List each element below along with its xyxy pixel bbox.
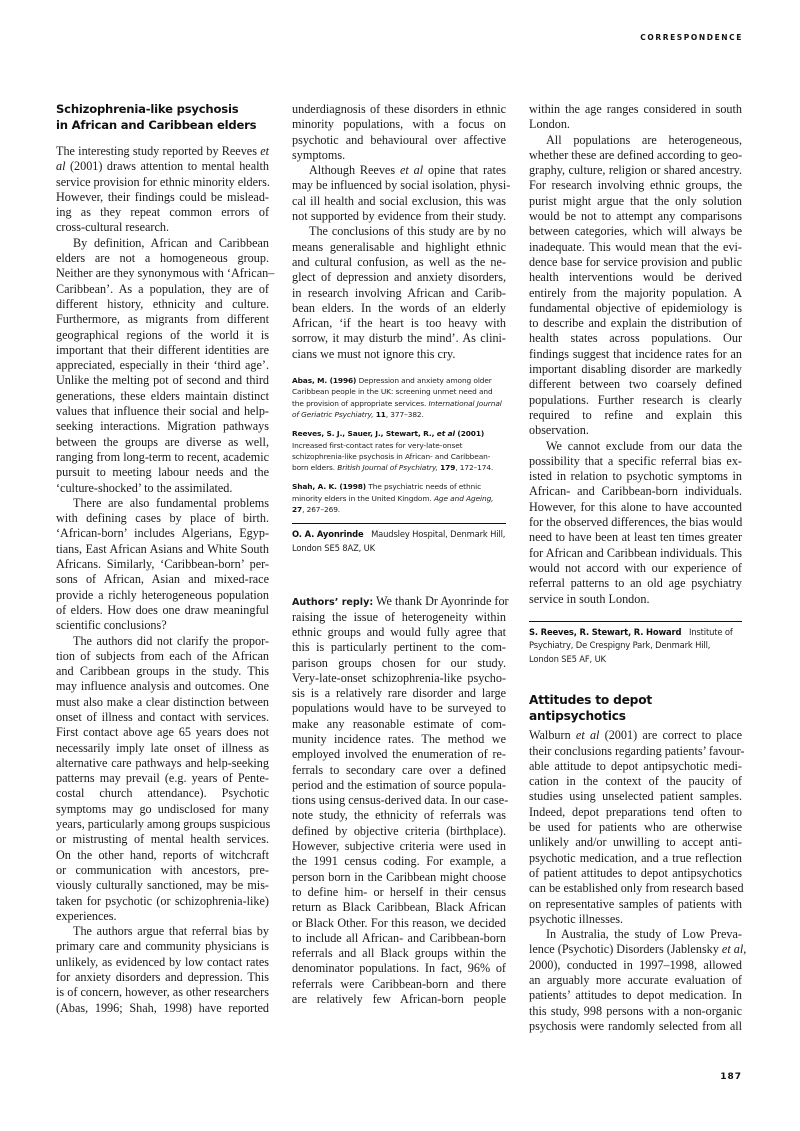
text-line: for anxiety disorders and depression. This [56, 970, 269, 985]
text-line: On the other hand, reports of witchcraft [56, 847, 269, 862]
text-line: We cannot exclude from our data the [546, 438, 742, 453]
text-line: parison groups chosen for our study. [292, 655, 506, 670]
text-line: provide a richly heterogeneous population [56, 587, 269, 602]
text-line: this is particularly pertinent to the com- [292, 640, 506, 655]
column-1 [56, 102, 275, 1016]
text-line: period and the estimation of source popula- [292, 777, 506, 792]
text-line: taken for psychotic (or schizophrenia-like) [56, 893, 269, 908]
text-line: However, their findings could be mislead- [56, 189, 269, 204]
text-line: al (2001) draws attention to mental health [56, 159, 269, 174]
text-line: years, particularly among groups suspicious [56, 817, 271, 832]
signature-divider [292, 523, 506, 524]
text-line: scientific conclusions? [56, 618, 167, 633]
text-line: 2000), conducted in 1997–1998, allowed [529, 957, 742, 972]
text-line: tians, East African Asians and White South [56, 541, 269, 556]
text-line: populations would have to be surveyed to [292, 701, 506, 716]
text-line: patterns may prevail (e.g. years of Pente- [56, 771, 269, 786]
text-line: psychotic and behavioural over affective [292, 132, 506, 147]
text-line: symptoms. [292, 147, 346, 162]
authors-reply-body [292, 594, 509, 1007]
text-line: cross-cultural research. [56, 220, 170, 235]
text-line: would not accord with our experience of [529, 560, 742, 575]
text-line: First contact above age 65 years does not [56, 725, 269, 740]
text-line: referrals were Caribbean-born and there [292, 976, 506, 991]
text-line: appreciated, especially in their ‘third age’. [56, 358, 269, 373]
text-line: Indeed, depot preparations tend often to [529, 804, 742, 819]
text-line: underdiagnosis of these disorders in ethnic [292, 102, 506, 116]
text-line: pursuit to meeting labour needs and the [56, 465, 269, 480]
text-line: important disabling disorder are markedly [529, 362, 742, 377]
signature-block [529, 626, 742, 667]
text-line: unlikely, as evidenced by low contact rates [56, 954, 269, 969]
letter-body [56, 144, 275, 1016]
text-line: findings suggest that incidence rates for an [529, 346, 742, 361]
text-line: defined by objective criteria (birthplace). [292, 823, 506, 838]
text-line: glect of depression and anxiety disorders, [292, 270, 506, 285]
letter-title-line: Schizophrenia-like psychosis [56, 102, 239, 116]
text-line: for the observed differences, the bias would [529, 515, 743, 530]
text-line: be used for patients who are otherwise [529, 820, 742, 835]
text-line: whether these are defined according to geo- [529, 147, 743, 162]
running-head: CORRESPONDENCE [640, 33, 743, 42]
text-line: Unlike the melting pot of second and third [56, 373, 269, 388]
signature-name: S. Reeves, R. Stewart, R. Howard [529, 626, 682, 637]
text-line: ‘culture-shocked’ to the assimilated. [56, 480, 233, 495]
text-line: between the groups are diverse as well, [56, 434, 269, 449]
text-line: sis is a relatively rare disorder and large [292, 686, 506, 701]
text-line: Very-late-onset schizophrenia-like psycho- [292, 670, 506, 685]
letter-title: Attitudes to depot antipsychotics [529, 693, 653, 723]
text-line: symptoms may go undisclosed for many [56, 801, 269, 816]
text-line: primary care and community physicians is [56, 939, 269, 954]
text-line: The authors did not clarify the propor- [73, 633, 269, 648]
text-line: patients’ attitudes to depot medication. In [529, 988, 742, 1003]
signature-block [292, 528, 506, 555]
text-line: psychotic medication, and a true reflection [529, 850, 742, 865]
authors-reply-continued [529, 102, 742, 607]
text-line: Caribbean’. As a population, they are of [56, 281, 269, 296]
text-line: bean elders. In the words of an elderly [292, 300, 506, 315]
text-line: dence base for service provision and public [529, 254, 742, 269]
text-line: important that their different identities are [56, 342, 269, 357]
text-line: of elders. How does one draw meaningful [56, 602, 269, 617]
text-line: ethnic groups and would fully agree that [292, 624, 506, 639]
reference-item: Abas, M. (1996) Depression and anxiety among older Caribbean people in the UK: screening unmet need and the provision of appropriate services. International Journal of Geriatric Psychiatry, 11, 377–382. [292, 376, 502, 419]
column-2 [292, 102, 511, 1007]
text-line: cal ill health and social exclusion, this was [292, 193, 506, 208]
text-line: return as Black Caribbean, Black African [292, 900, 506, 915]
text-line: and Caribbean groups in the study. This [56, 664, 269, 679]
text-line: ing as they repeat common errors of [56, 205, 269, 220]
text-line: may be influenced by social isolation, physi- [292, 178, 511, 193]
text-line: in research involving African and Carib- [292, 285, 506, 300]
text-line: service provision for ethnic minority elders. [56, 174, 270, 189]
text-line: fundamental objective of epidemiology is [529, 300, 742, 315]
text-line: make any reasonable estimate of com- [292, 716, 506, 731]
text-line: on representative samples of patients with [529, 896, 742, 911]
text-line: health interventions would be derived [529, 270, 742, 285]
text-line: not supported by evidence from their study. [292, 209, 506, 224]
page-number: 187 [720, 1072, 742, 1082]
text-line: The interesting study reported by Reeves et [56, 144, 269, 158]
text-line: ferrals to secondary care over a defined [292, 762, 506, 777]
signature-divider [529, 621, 742, 622]
text-line: Authors’ reply: We thank Dr Ayonrinde for [292, 594, 509, 609]
text-line: By definition, African and Caribbean [73, 235, 269, 250]
text-line: For research involving ethnic groups, the [529, 178, 742, 193]
text-line: Walburn et al (2001) are correct to place [529, 728, 742, 743]
text-line: munity incidence rates. The method we [292, 731, 506, 746]
text-line: Although Reeves et al opine that rates [309, 163, 507, 178]
text-line: cation in the context of the paucity of [529, 774, 742, 789]
letter-body-continued [292, 102, 511, 362]
text-line: sons of African, Asian and mixed-race [56, 572, 269, 587]
letter-body [529, 728, 747, 1034]
text-line: inadequate. This would mean that the evi- [529, 239, 742, 254]
text-line: tion of subjects from each of the African [56, 648, 269, 663]
reference-item: Reeves, S. J., Sauer, J., Stewart, R., et al (2001) Increased first-contact rates for very-late-onset schizophrenia-like psychosis in African- and Caribbean-born elders. British Journal of Psychiatry, 179, 172–174. [292, 429, 494, 473]
reply-label: Authors’ reply: [292, 597, 374, 609]
text-line: are relatively few African-born people [292, 992, 506, 1007]
text-line: sorrow, it may disturb the mind’. As clini- [292, 331, 506, 346]
text-line: service in south London. [529, 591, 650, 606]
text-line: would be not to attempt any comparisons [529, 209, 742, 224]
text-line: geographical regions of the world it is [56, 327, 269, 342]
text-line: lence (Psychotic) Disorders (Jablensky et al, [529, 942, 747, 957]
text-line: alternative care pathways and help-seeking [56, 755, 269, 770]
text-line: entirely from the majority population. A [529, 285, 742, 300]
text-line: psychotic illnesses. [529, 911, 624, 926]
text-line: within the age ranges considered in south [529, 102, 742, 116]
text-line: required to refine and explain this [529, 407, 742, 422]
text-line: There are also fundamental problems [73, 495, 269, 510]
text-line: purist might argue that the only solution [529, 193, 742, 208]
text-line: cians we must not ignore this cry. [292, 346, 456, 361]
text-line: African- and Caribbean-born individuals. [529, 484, 742, 499]
text-line: and cultural confusion, as well as the ne- [292, 254, 506, 269]
text-line: Neither are they synonymous with ‘African– [56, 266, 275, 281]
text-line: seeking interactions. Migration pathways [56, 419, 269, 434]
signature-name: O. A. Ayonrinde [292, 529, 364, 540]
text-line: note study, the ethnicity of referrals was [292, 808, 506, 823]
text-line: generations, these elders maintain distinct [56, 388, 269, 403]
text-line: The authors argue that referral bias by [73, 924, 269, 939]
text-line: with defining cases by place of birth. [56, 511, 269, 526]
text-line: tions using census-derived data. In our case- [292, 793, 509, 808]
text-line: is of concern, however, as other researchers [56, 985, 269, 1000]
text-line: need to have been at least ten times greater [529, 530, 742, 545]
text-line: to define him- or herself in their census [292, 884, 506, 899]
text-line: costal church attendance). Psychotic [56, 786, 269, 801]
column-3 [529, 102, 747, 1034]
text-line: (Abas, 1996; Shah, 1998) have reported [56, 1000, 269, 1015]
text-line: experiences. [56, 908, 117, 923]
text-line: referrals and all Black groups within the [292, 946, 506, 961]
text-line: may influence analysis and outcomes. One [56, 679, 269, 694]
text-line: means generalisable and highlight ethnic [292, 239, 506, 254]
text-line: between categories, which will always be [529, 224, 742, 239]
text-line: or Black Other. For this reason, we decided [292, 915, 506, 930]
text-line: can be established only from research based [529, 881, 744, 896]
text-line: different history, ethnicity and culture. [56, 296, 269, 311]
text-line: health states across populations. Our [529, 331, 742, 346]
text-line: employed involved the enumeration of re- [292, 747, 506, 762]
text-line: observation. [529, 423, 589, 438]
text-line: to describe and explain the distribution of [529, 316, 742, 331]
text-line: ‘African-born’ includes Algerians, Egyp- [56, 526, 269, 541]
text-line: Furthermore, as migrants from different [56, 312, 269, 327]
reference-list [292, 375, 506, 515]
text-line: or communication with ancestors, pre- [56, 862, 269, 877]
text-line: All populations are heterogeneous, [546, 132, 742, 147]
text-line: referral patterns to an old age psychiatry [529, 576, 742, 591]
text-line: isted in relation to psychotic symptoms in [529, 469, 742, 484]
text-line: populations. Further research is clearly [529, 392, 742, 407]
text-line: London. [529, 117, 570, 132]
text-line: must also make a clear distinction between [56, 694, 269, 709]
text-line: Africans. Similarly, ‘Caribbean-born’ per- [56, 557, 269, 572]
text-line: In Australia, the study of Low Preva- [546, 927, 742, 942]
text-line: necessarily imply late onset of illness as [56, 740, 269, 755]
text-line: minority populations, with a focus on [292, 117, 506, 132]
text-line: However, for this alone to have accounted [529, 499, 742, 514]
text-line: studies using unselected patient samples. [529, 789, 742, 804]
text-line: graphy, culture, religion or shared ancestry. [529, 163, 742, 178]
text-line: The conclusions of this study are by no [309, 224, 506, 239]
text-line: However, subjective criteria were used in [292, 839, 506, 854]
text-line: psychosis were randomly selected from all [529, 1018, 742, 1033]
signature-affiliation: Institute of Psychiatry, De Crespigny Park, Denmark Hill, London SE5 AF, UK [529, 626, 733, 664]
text-line: African, ‘if the heart is too heavy with [292, 316, 506, 331]
text-line: person born in the Caribbean might choose [292, 869, 506, 884]
text-line: denominator populations. In fact, 96% of [292, 961, 506, 976]
text-line: values that influence their social and help- [56, 404, 269, 419]
text-line: for African and Caribbean individuals. This [529, 545, 742, 560]
text-line: of patient attitudes to depot antipsychotics [529, 865, 742, 880]
text-line: able attitude to depot antipsychotic medi- [529, 758, 742, 773]
text-line: the 1991 census coding. For example, a [292, 854, 506, 869]
text-line: their conclusions regarding patients’ favour- [529, 743, 745, 758]
letter-title [56, 102, 269, 133]
signature-affiliation: Maudsley Hospital, Denmark Hill, London SE5 8AZ, UK [292, 529, 506, 553]
text-line: or mistrusting of mental health services. [56, 832, 269, 847]
text-line: an arguably more accurate evaluation of [529, 973, 742, 988]
text-line: different between two coarsely defined [529, 377, 742, 392]
text-line: onset of illness and contact with services. [56, 709, 269, 724]
text-line: viously culturally sanctioned, may be mis- [56, 878, 269, 893]
text-line: possibility that a specific referral bias ex- [529, 453, 742, 468]
reference-item: Shah, A. K. (1998) The psychiatric needs of ethnic minority elders in the United Kingdom. Age and Ageing, 27, 267–269. [292, 482, 494, 515]
text-line: unlikely and/or unwilling to accept anti- [529, 835, 742, 850]
text-line: to include all African- and Caribbean-born [292, 930, 506, 945]
text-line: raising the issue of heterogeneity within [292, 609, 506, 624]
text-line: this study, 998 persons with a non-organic [529, 1003, 742, 1018]
letter-title-line: in African and Caribbean elders [56, 117, 257, 132]
text-line: ranging from long-term to recent, academic [56, 449, 269, 464]
text-line: elders are not a homogeneous group. [56, 251, 269, 266]
